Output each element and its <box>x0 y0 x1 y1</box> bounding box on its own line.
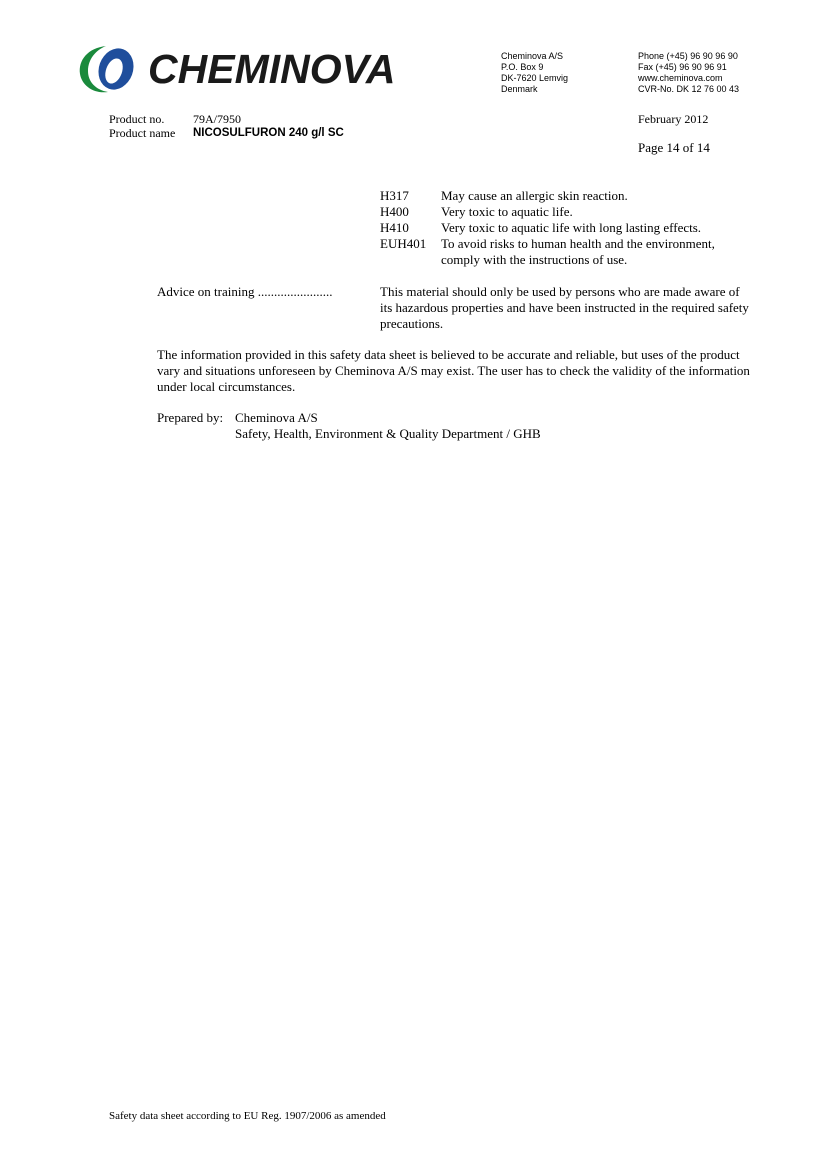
cvr-line: CVR-No. DK 12 76 00 43 <box>638 84 740 94</box>
prepared-by-company: Cheminova A/S <box>235 410 318 425</box>
address-line: DK-7620 Lemvig <box>501 73 569 83</box>
logo-wordmark: CHEMINOVA <box>148 46 396 92</box>
hazard-code: H410 <box>380 220 409 235</box>
prepared-by-label: Prepared by: <box>157 410 224 425</box>
hazard-text: Very toxic to aquatic life with long lasting effects. <box>441 220 702 235</box>
company-contact <box>638 51 739 95</box>
training-label: Advice on training ....................... <box>157 284 333 299</box>
training-text: This material should only be used by persons who are made aware of its hazardous properties and have been instructed in the required safety precautions. <box>380 284 749 331</box>
document-date: February 2012 <box>638 112 709 126</box>
phone-line: Phone (+45) 96 90 96 90 <box>638 51 738 61</box>
page-footer: Safety data sheet according to EU Reg. 1907/2006 as amended <box>109 1110 386 1122</box>
hazard-text: Very toxic to aquatic life. <box>441 204 573 219</box>
hazard-code: EUH401 <box>380 236 427 251</box>
product-no-value: 79A/7950 <box>193 112 241 126</box>
cheminova-logo-icon <box>78 44 142 94</box>
hazard-code: H400 <box>380 204 409 219</box>
page-number: Page 14 of 14 <box>638 140 710 155</box>
website-line: www.cheminova.com <box>638 73 723 83</box>
disclaimer-paragraph: The information provided in this safety data sheet is believed to be accurate and reliable, but uses of the product vary and situations unforeseen by Cheminova A/S may exist. The user has to check the validity of the information under local circumstances. <box>157 347 750 394</box>
fax-line: Fax (+45) 96 90 96 91 <box>638 62 727 72</box>
hazard-code: H317 <box>380 188 409 203</box>
hazard-text: May cause an allergic skin reaction. <box>441 188 628 203</box>
company-logo <box>78 44 438 94</box>
product-no-label: Product no. <box>109 112 165 126</box>
hazard-text: To avoid risks to human health and the environment, comply with the instructions of use. <box>441 236 715 267</box>
address-line: Denmark <box>501 84 538 94</box>
product-name-value: NICOSULFURON 240 g/l SC <box>193 127 344 139</box>
product-name-label: Product name <box>109 126 176 140</box>
address-line: Cheminova A/S <box>501 51 564 61</box>
prepared-by-department: Safety, Health, Environment & Quality Department / GHB <box>235 426 541 441</box>
address-line: P.O. Box 9 <box>501 62 544 72</box>
company-address <box>501 51 568 95</box>
